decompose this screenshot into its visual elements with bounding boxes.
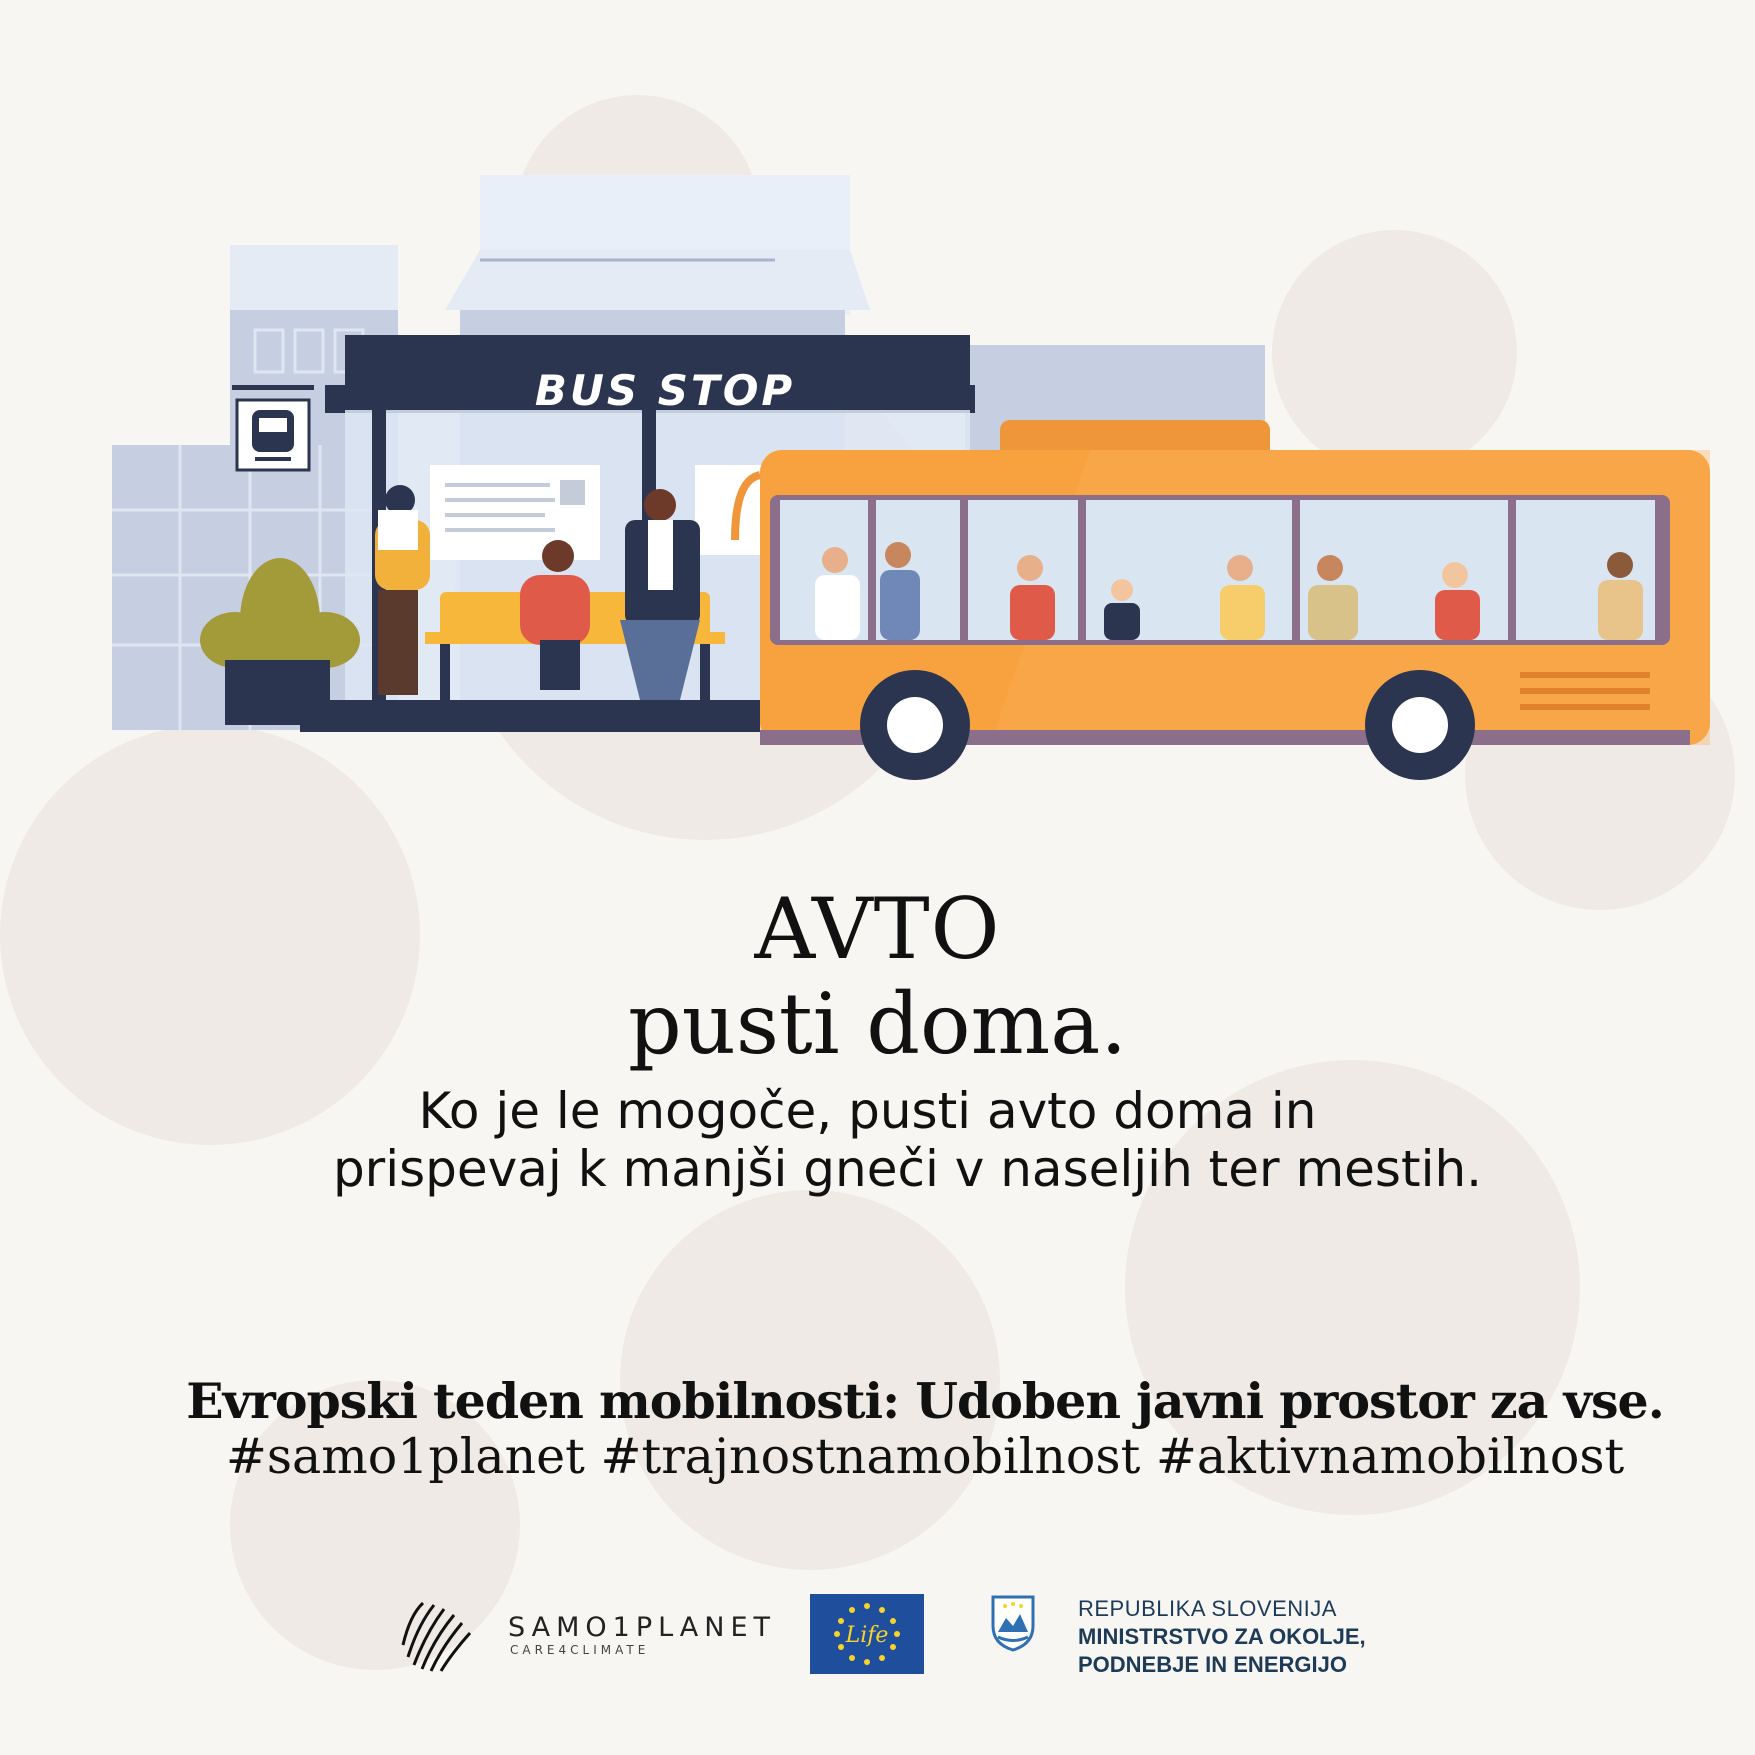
eu-life-logo [810,1594,924,1674]
samo1planet-logo-icon [398,1595,476,1673]
ministry-line-2: MINISTRSTVO ZA OKOLJE, [1078,1624,1366,1649]
bus-stop-illustration [0,0,1755,800]
campaign-title: Evropski teden mobilnosti: Udoben javni prostor za vse. [186,1372,1664,1430]
campaign-hashtags: #samo1planet #trajnostnamobilnost #aktivnamobilnost [225,1428,1625,1485]
life-label: Life [845,1623,889,1648]
body-text-line-2: prispevaj k manjši gneči v naseljih ter mestih. [332,1140,1483,1198]
body-text-line-1: Ko je le mogoče, pusti avto doma in [418,1082,1317,1140]
headline-line-2: pusti doma. [627,975,1128,1073]
samo1planet-tagline: CARE4CLIMATE [510,1643,650,1657]
bus [735,420,1710,780]
bus-stop-sign-text: BUS STOP [534,366,796,415]
ministry-line-1: REPUBLIKA SLOVENIJA [1078,1596,1337,1621]
headline-line-1: AVTO [754,880,1001,978]
slovenia-coat-of-arms-icon [990,1594,1036,1652]
ministry-line-3: PODNEBJE IN ENERGIJO [1078,1652,1347,1677]
samo1planet-wordmark: SAMO1PLANET [508,1612,776,1643]
